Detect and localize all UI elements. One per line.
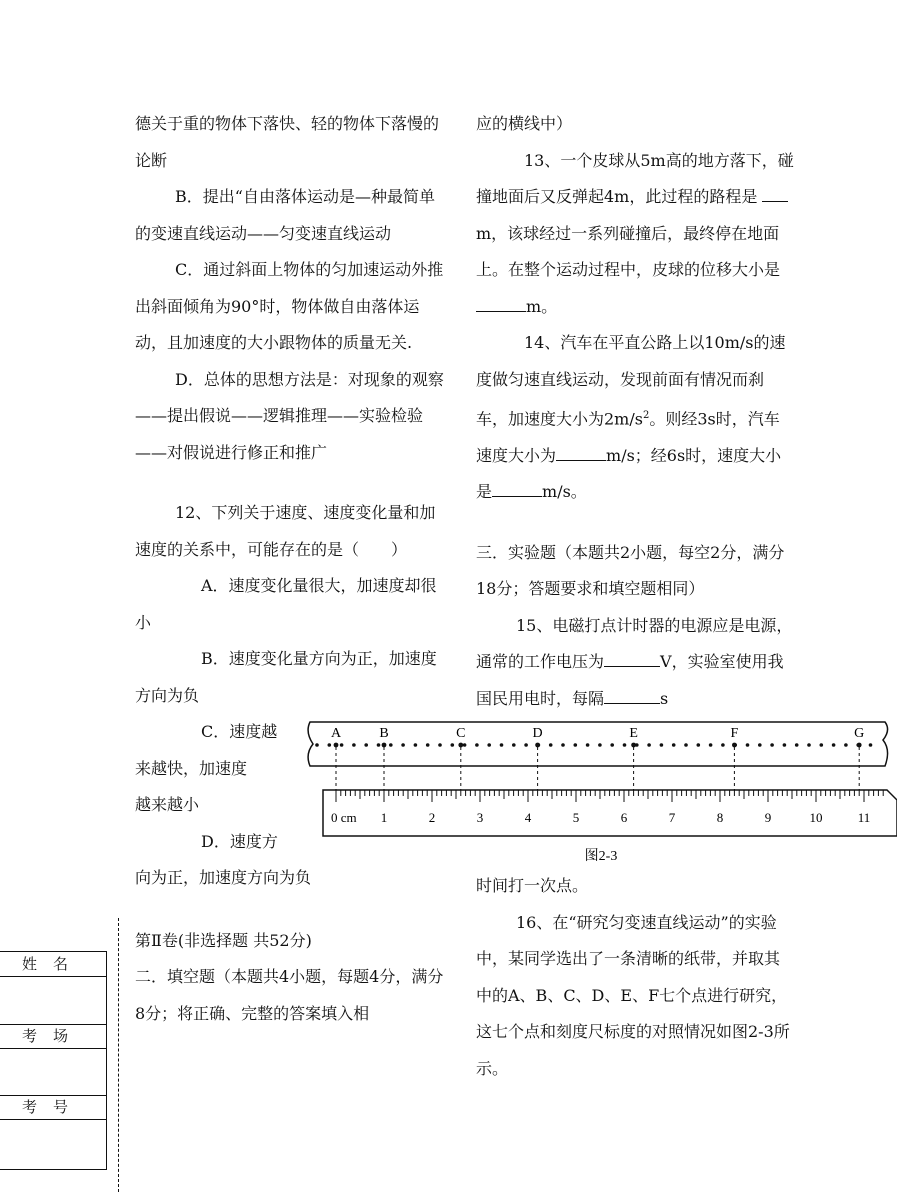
ruler-number: 10 [809, 810, 823, 825]
q13-text-a: 13、一个皮球从5m高的地方落下，碰撞地面后又反弹起4m，此过程的路程是 [476, 150, 794, 206]
point-b-dot [382, 743, 387, 748]
ruler-number: 8 [716, 810, 724, 825]
q14-blank-3s[interactable] [556, 446, 606, 461]
q14-text-d: m/s。 [542, 482, 587, 502]
point-b-label: B [379, 726, 389, 741]
tape-dot [820, 743, 824, 747]
tape-dot [721, 743, 725, 747]
tape-dot [352, 743, 356, 747]
tape-dot [672, 743, 676, 747]
tape-dot [340, 743, 344, 747]
q14-text-c: m/s；经6s时，速度大小是 [476, 445, 782, 502]
tape-dot [795, 743, 799, 747]
q15-text-b: 电源，通常的工作电压为 [476, 615, 793, 672]
tape-dot [414, 743, 418, 747]
q15 [476, 608, 794, 718]
q14-text-a: 14、汽车在平直公路上以10m/s的速度做匀速直线运动，发现前面有情况而刹车，加速度大小为2m/s [476, 333, 786, 429]
point-f-label: F [730, 726, 739, 741]
tape-dot [549, 743, 553, 747]
ruler-number: 11 [857, 810, 871, 825]
q11-option-b: B．提出“自由落体运动是—种最简单的变速直线运动——匀变速直线运动 [135, 187, 435, 243]
student-info-box [0, 951, 107, 1170]
point-c-dot [458, 743, 463, 748]
tape-dot [660, 743, 664, 747]
right-column-lower [476, 868, 794, 1087]
tape-dot [758, 743, 762, 747]
tape-dot [438, 743, 442, 747]
section2-heading: 二．填空题（本题共4小题，每题4分，满分8分；将正确、完整的答案填入相 [135, 967, 444, 1023]
q14 [476, 325, 794, 511]
ruler-number: 3 [476, 810, 484, 825]
tape-dot [401, 743, 405, 747]
tape-dot [451, 743, 455, 747]
tape-dot [389, 743, 393, 747]
tape-dot [315, 743, 319, 747]
tape-dot [475, 743, 479, 747]
tape-dot [770, 743, 774, 747]
point-d-label: D [532, 726, 543, 741]
point-a-label: A [330, 726, 342, 741]
q14-blank-6s[interactable] [492, 482, 542, 497]
tape-dot [647, 743, 651, 747]
ruler-zero-label: 0 cm [331, 810, 357, 825]
tape-dot [807, 743, 811, 747]
ruler-number: 4 [524, 810, 532, 825]
exam-room-label: 考场 [0, 1024, 106, 1049]
ruler-number: 9 [764, 810, 772, 825]
tape-dot [487, 743, 491, 747]
part2-title: 第Ⅱ卷(非选择题 共52分) [135, 930, 312, 950]
q15-text-c: V，实验室使用我国民用电时，每隔 [476, 652, 784, 708]
q13-blank-path[interactable] [762, 187, 788, 202]
q14-superscript: 2 [642, 410, 650, 421]
q13 [476, 143, 794, 326]
tape-dot [500, 743, 504, 747]
q13-blank-displacement[interactable] [476, 297, 526, 312]
ruler-number: 1 [380, 810, 388, 825]
q15-text-d: s [660, 688, 669, 708]
tape-dot [512, 743, 516, 747]
ruler-number: 2 [428, 810, 436, 825]
point-d-dot [535, 743, 540, 748]
section3-heading: 三．实验题（本题共2小题，每空2分，满分18分；答题要求和填空题相同） [476, 542, 785, 599]
point-e-label: E [629, 726, 638, 741]
tape-dot [832, 743, 836, 747]
ruler-number: 6 [620, 810, 628, 825]
figure-caption: 图2-3 [584, 849, 618, 864]
tape-dot [328, 743, 332, 747]
point-f-dot [732, 743, 737, 748]
tape-dot [697, 743, 701, 747]
tape-dot [463, 743, 467, 747]
tape-dot [684, 743, 688, 747]
q15-text-a: 15、电磁打点计时器的电源应是 [516, 615, 745, 635]
tape-dot [783, 743, 787, 747]
q11-option-c: C．通过斜面上物体的匀加速运动外推出斜面倾角为90°时，物体做自由落体运动，且加速度的大小跟物体的质量无关. [135, 260, 444, 352]
tape-dot [377, 743, 381, 747]
q12-option-a: A．速度变化量很大，加速度却很小 [135, 576, 437, 632]
q12-option-d-line2: 向为正，加速度方向为负 [135, 868, 312, 887]
tape-dot [869, 743, 873, 747]
q12-option-d-line1: D．速度方 [201, 831, 278, 851]
point-c-label: C [456, 726, 466, 741]
tape-dot [426, 743, 430, 747]
figure-2-3 [305, 718, 897, 888]
tape-dot [746, 743, 750, 747]
q15-tail: 时间打一次点。 [476, 876, 589, 895]
tape-dot [364, 743, 368, 747]
point-a-dot [334, 743, 339, 748]
q11-continuation: 德关于重的物体下落快、轻的物体下落慢的论断 [135, 114, 440, 170]
tape-dot [586, 743, 590, 747]
q12-option-c-line1: C．速度越 [201, 722, 278, 741]
q14-text-b: 。则经3s时，汽车速度大小为 [476, 409, 780, 465]
ruler-number: 7 [668, 810, 676, 825]
q12-option-c-line3: 越来越小 [135, 795, 200, 814]
section2-heading-cont: 应的横线中） [476, 114, 573, 133]
tape-dot [709, 743, 713, 747]
q16: 16、在“研究匀变速直线运动”的实验中，某同学选出了一条清晰的纸带，并取其中的A、B、C、D、E、F七个点进行研究，这七个点和刻度尺标度的对照情况如图2-3所示。 [476, 912, 790, 1078]
tape-dot [623, 743, 627, 747]
tape-dot [524, 743, 528, 747]
tape-dot [610, 743, 614, 747]
q12-option-b: B．速度变化量方向为正，加速度方向为负 [135, 649, 437, 705]
tape-dot [844, 743, 848, 747]
point-g-dot [857, 743, 862, 748]
paper-tape [308, 722, 887, 766]
exam-number-label: 考号 [0, 1095, 106, 1120]
binding-dash-line [118, 918, 119, 1192]
q12-option-c-line2: 来越快，加速度 [135, 758, 248, 778]
q12-stem: 12、下列关于速度、速度变化量和加速度的关系中，可能存在的是（ ） [135, 503, 436, 559]
q11-option-d: D．总体的思想方法是：对现象的观察——提出假说——逻辑推理——实验检验——对假说进行修正和推广 [135, 369, 444, 462]
left-column [135, 106, 450, 1032]
point-e-dot [631, 743, 636, 748]
q15-blank-interval[interactable] [604, 689, 660, 704]
q13-text-c: m。 [526, 296, 558, 316]
tape-dot [598, 743, 602, 747]
q13-text-b: m，该球经过一系列碰撞后，最终停在地面上。在整个运动过程中，皮球的位移大小是 [476, 223, 781, 279]
tape-dot [561, 743, 565, 747]
name-label: 姓名 [0, 952, 106, 977]
ruler-number: 5 [572, 810, 580, 825]
q15-blank-voltage[interactable] [604, 652, 660, 667]
point-g-label: G [854, 726, 865, 741]
right-column [476, 106, 794, 717]
tape-dot [574, 743, 578, 747]
